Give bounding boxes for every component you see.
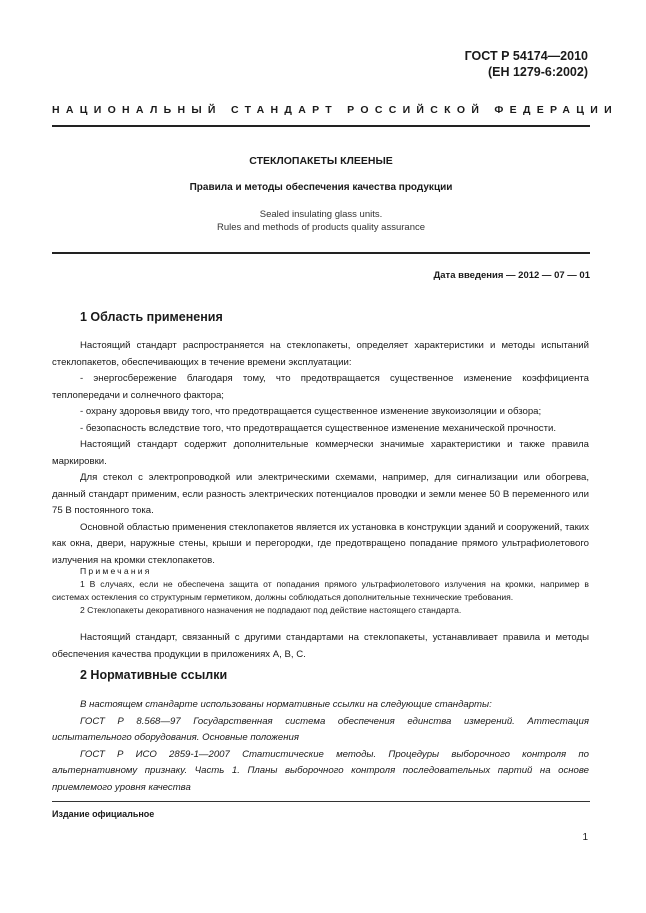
section-2-body: [52, 697, 589, 796]
paragraph: Основной областью применения стеклопакетов является их установка в конструкции зданий и сооружений, таких как окна, двери, наружные стены, крыши и перегородки, где предотвращено попадание прямого ультрафиолетового излучения на кромки стеклопакетов.: [52, 521, 589, 566]
paragraph: - энергосбережение благодаря тому, что предотвращается существенное изменение коэффициента теплопередачи и солнечного фактора;: [52, 373, 589, 401]
paragraph: Для стекол с электропроводкой или электрическими схемами, например, для сигнализации или обогрева, данный стандарт применим, если разность электрических потенциалов проводки и земли менее 50 В переменного или 75 В постоянного тока.: [52, 472, 589, 516]
english-title-line2: Rules and methods of products quality assurance: [216, 222, 426, 233]
paragraph: - охрану здоровья ввиду того, что предотвращается существенное изменение звукоизоляции и обзора;: [80, 406, 542, 417]
footer-rule: [52, 801, 590, 802]
document-subtitle: Правила и методы обеспечения качества продукции: [189, 182, 453, 193]
note-item: 1 В случаях, если не обеспечена защита от попадания прямого ультрафиолетового излучения на кромки, например в системах остекления со структурным герметиком, должны соблюдаться дополнительные технические требования.: [52, 579, 589, 602]
section-1-body: [52, 338, 589, 569]
paragraph: В настоящем стандарте использованы нормативные ссылки на следующие стандарты:: [80, 699, 492, 710]
paragraph: - безопасность вследствие того, что предотвращается существенное изменение механической прочности.: [80, 422, 557, 434]
section-1-closing: [52, 630, 589, 663]
en-number: (ЕН 1279-6:2002): [487, 65, 588, 79]
reference-item: ГОСТ Р 8.568—97 Государственная система обеспечения единства измерений. Аттестация испытательного оборудования. Основные положения: [52, 715, 589, 743]
introduction-date: Дата введения — 2012 — 07 — 01: [433, 270, 590, 281]
page-number: 1: [582, 832, 588, 843]
gost-number: ГОСТ Р 54174—2010: [464, 49, 588, 63]
national-standard-banner: НАЦИОНАЛЬНЫЙ СТАНДАРТ РОССИЙСКОЙ ФЕДЕРАЦИИ: [52, 104, 618, 116]
paragraph: Настоящий стандарт содержит дополнительные коммерчески значимые характеристики и также правила маркировки.: [52, 439, 589, 467]
title-rule: [52, 252, 590, 254]
notes-heading: Примечания: [80, 566, 152, 576]
standard-designation: [465, 48, 588, 80]
section-1-heading: 1 Область применения: [80, 310, 223, 324]
english-title-line1: Sealed insulating glass units.: [259, 209, 383, 220]
paragraph: Настоящий стандарт распространяется на стеклопакеты, определяет характеристики и методы испытаний стеклопакетов, обеспечивающих в течение времени эксплуатации:: [52, 340, 589, 368]
document-title: СТЕКЛОПАКЕТЫ КЛЕЕНЫЕ: [249, 155, 393, 167]
paragraph: Настоящий стандарт, связанный с другими стандартами на стеклопакеты, устанавливает правила и методы обеспечения качества продукции в приложениях А, В, С.: [52, 632, 589, 660]
official-edition-label: Издание официальное: [52, 809, 155, 819]
section-2-heading: 2 Нормативные ссылки: [80, 668, 228, 682]
header-rule: [52, 125, 590, 127]
english-title: [52, 208, 590, 234]
section-1-notes: [52, 565, 589, 617]
note-item: 2 Стеклопакеты декоративного назначения не подпадают под действие настоящего стандарта.: [80, 605, 462, 615]
reference-item: ГОСТ Р ИСО 2859-1—2007 Статистические методы. Процедуры выборочного контроля по альтернативному признаку. Часть 1. Планы выборочного контроля последовательных партий на основе приемлемого уровня качества: [52, 748, 589, 793]
